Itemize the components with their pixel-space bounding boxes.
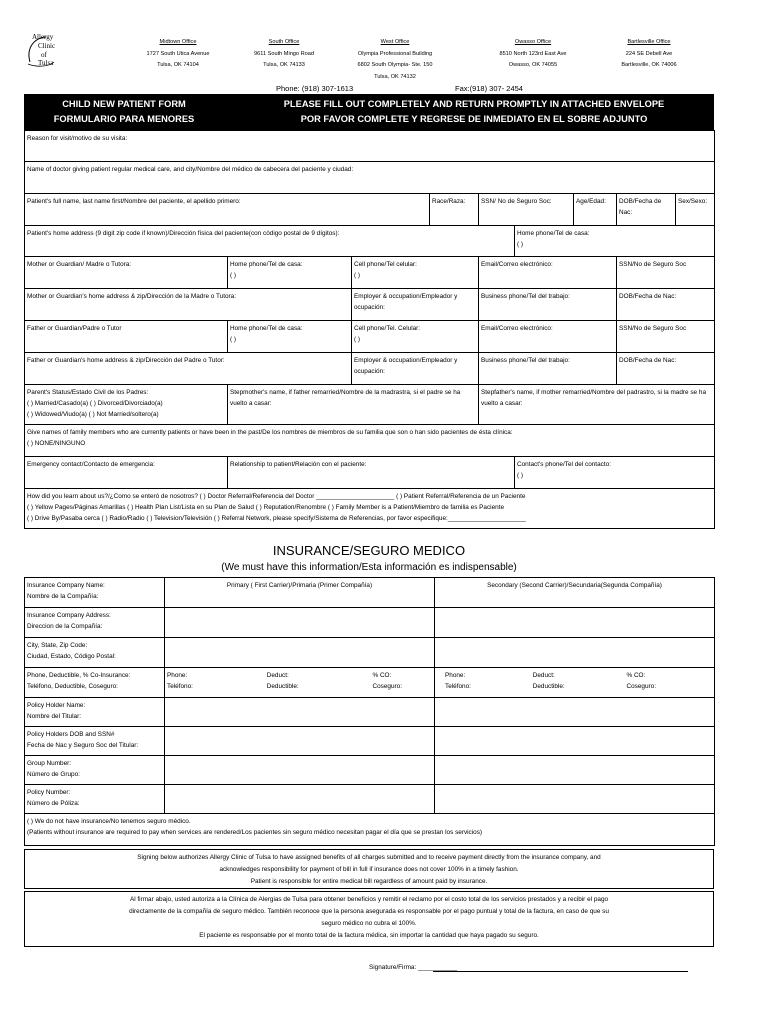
deduct-label-es: Deductible: (532, 683, 565, 690)
mother-email-field[interactable]: Email/Correo electrónico: (479, 257, 617, 289)
office-west (340, 37, 450, 83)
office-line: Olympia Professional Building (357, 50, 433, 57)
office-line: Tulsa, OK 74104 (157, 62, 199, 68)
form-title-es: FORMULARIO PARA MENORES (53, 114, 195, 124)
insurance-row-label (25, 578, 165, 608)
auth-en-line-3: Patient is responsible for entire medical bill regardless of amount paid by insurance. (250, 878, 488, 885)
co-label-es: Coseguro: (372, 683, 402, 690)
insurance-subtitle: (We must have this information/Esta información es indispensable) (221, 562, 517, 573)
office-line: 9611 South Mingo Road (254, 50, 314, 57)
sex-field[interactable]: Sex/Sexo: (676, 194, 715, 226)
office-title: Owasso Office (514, 39, 552, 45)
instruction-es: POR FAVOR COMPLETE Y REGRESE DE INMEDIATO EN EL SOBRE ADJUNTO (300, 114, 648, 124)
row-label-en: Phone, Deductible, % Co-Insurance: (27, 672, 131, 679)
father-dob-field[interactable]: DOB/Fecha de Nac: (617, 353, 715, 385)
logo-word-4: Tulsa (38, 59, 54, 67)
row-label-en: Policy Holder Name: (27, 702, 86, 709)
doctor-field[interactable]: Name of doctor giving patient regular medical care, and city/Nombre del médico de cabecera del paciente y ciudad: (25, 162, 715, 194)
office-midtown (136, 37, 220, 72)
insurance-row-label (25, 668, 165, 698)
office-line: Tulsa, OK 74132 (374, 73, 416, 80)
home-address-field[interactable]: Patient's home address (9 digit zip code if known)/Dirección física del paciente(con código postal de 9 dígitos): (25, 226, 515, 257)
parent-status-options-2: ( ) Widowed/Viudo(a) ( ) Not Married/soltero(a) (27, 411, 159, 418)
insurance-row-label (25, 698, 165, 727)
office-line: 224 SE Debell Ave (625, 50, 673, 57)
primary-group-field[interactable] (165, 756, 435, 785)
mother-field[interactable]: Mother or Guardian/ Madre o Tutora: (25, 257, 228, 289)
father-business-phone-field[interactable]: Business phone/Tel del trabajo: (479, 353, 617, 385)
row-label-es: Ciudad, Estado, Código Postal: (27, 653, 116, 660)
mother-home-phone-field[interactable] (228, 257, 352, 289)
secondary-policy-field[interactable] (435, 785, 715, 814)
signature-line[interactable] (433, 970, 688, 972)
home-phone-field[interactable] (515, 226, 715, 257)
relationship-field[interactable]: Relationship to patient/Relación con el paciente: (228, 457, 515, 489)
primary-company-field[interactable]: Primary ( First Carrier)/Primaria (Primer Compañía) (165, 578, 435, 608)
referral-line-1: How did you learn about us?/¿Como se enteró de nosotros? ( ) Doctor Referral/Referencia del Doctor ______________________ ( ) Patient Referral/Referencia de un Paciente (27, 493, 526, 500)
authorization-es (24, 891, 714, 947)
phone-label-en: Phone: (167, 672, 188, 679)
office-title: Midtown Office (159, 39, 197, 45)
row-label-es: Nombre del Titular: (27, 713, 81, 720)
referral-field[interactable] (25, 489, 715, 529)
auth-es-line-1: Al firmar abajo, usted autoriza a la Clínica de Alergias de Tulsa para obtener beneficios y remitir el reclamo por el costo total de los servicios prestados y a recibir el pago (129, 896, 609, 903)
co-label-es: Coseguro: (626, 683, 656, 690)
phone-paren: ( ) (354, 272, 361, 279)
row-label-es: Direccion de la Compañía: (27, 623, 103, 630)
logo-word-2: Clinic (38, 42, 56, 50)
primary-city-field[interactable] (165, 638, 435, 668)
secondary-holder-field[interactable] (435, 698, 715, 727)
form-header (24, 94, 714, 130)
instruction-en: PLEASE FILL OUT COMPLETELY AND RETURN PROMPTLY IN ATTACHED ENVELOPE (283, 99, 665, 109)
home-phone-label: Home phone/Tel de casa: (230, 261, 303, 268)
signature-label: Signature/Firma: ___________ (369, 964, 458, 971)
father-employer-field[interactable]: Employer & occupation/Empleador y ocupación: (352, 353, 479, 385)
phone-paren: ( ) (517, 241, 524, 248)
insurance-row-label (25, 756, 165, 785)
contact-phone-field[interactable] (515, 457, 715, 489)
clinic-phone: Phone: (918) 307-1613 (276, 84, 354, 93)
phone-label-es: Teléfono: (445, 683, 471, 690)
primary-holder-field[interactable] (165, 698, 435, 727)
auth-en-line-1: Signing below authorizes Allergy Clinic of Tulsa to have assigned benefits of all charges submitted and to receive payment directly from the insurance company, and (137, 854, 601, 861)
phone-paren: ( ) (230, 272, 237, 279)
office-title: Bartlesville Office (627, 39, 671, 45)
primary-policy-field[interactable] (165, 785, 435, 814)
mother-dob-field[interactable]: DOB/Fecha de Nac: (617, 289, 715, 321)
patient-name-field[interactable]: Patient's full name, last name first/Nombre del paciente, el apellido primero: (25, 194, 430, 226)
no-insurance-field[interactable] (25, 814, 715, 846)
co-label-en: % CO: (372, 672, 392, 679)
mother-ssn-field[interactable]: SSN/No de Seguro Soc (617, 257, 715, 289)
home-phone-label: Home phone/Tel de casa: (517, 230, 590, 237)
phone-label-en: Phone: (445, 672, 466, 679)
deduct-label-en: Deduct: (532, 672, 555, 679)
father-ssn-field[interactable]: SSN/No de Seguro Soc (617, 321, 715, 353)
auth-es-line-3: seguro médico no cubra el 100%. (321, 920, 417, 927)
insurance-row-label (25, 727, 165, 756)
none-checkbox[interactable]: ( ) NONE/NINGUNO (27, 440, 86, 447)
auth-es-line-4: El paciente es responsable por el monto total de la factura médica, sin importar la cantidad que haya pagado su seguro. (199, 932, 539, 939)
secondary-holder-dob-field[interactable] (435, 727, 715, 756)
authorization-en (24, 849, 714, 889)
row-label-en: Insurance Company Name: (27, 582, 105, 589)
form-title-en: CHILD NEW PATIENT FORM (62, 99, 186, 109)
secondary-phone-deduct-field[interactable] (435, 668, 715, 698)
contact-phone-label: Contact's phone/Tel del contacto: (517, 461, 611, 468)
father-cell-field[interactable] (352, 321, 479, 353)
insurance-title: INSURANCE/SEGURO MEDICO (272, 543, 466, 558)
primary-phone-deduct-field[interactable] (165, 668, 435, 698)
row-label-es: Número de Póliza: (27, 800, 80, 807)
office-line: 1727 South Utica Avenue (146, 50, 210, 57)
auth-es-line-2: directamente de la compañía de seguro médico. También reconoce que la persona asegurada es responsable por el pago puntual y total de la factura, en caso de que su (129, 908, 609, 915)
phone-paren: ( ) (230, 336, 237, 343)
row-label-en: Policy Number: (27, 789, 71, 796)
row-label-es: Fecha de Nac y Seguro Soc del Titular: (27, 742, 139, 749)
home-phone-label: Home phone/Tel de casa: (230, 325, 303, 332)
office-line: 8510 North 123rd East Ave (499, 50, 567, 57)
reason-field[interactable]: Reason for visit/motivo de su visita: (25, 131, 715, 162)
logo-word-1: Allergy (32, 33, 54, 41)
deduct-label-es: Deductible: (266, 683, 299, 690)
clinic-logo (24, 34, 82, 70)
insurance-row-label (25, 638, 165, 668)
age-field[interactable]: Age/Edad: (574, 194, 617, 226)
secondary-company-field[interactable]: Secondary (Second Carrier)/Secundaria(Segunda Compañía) (435, 578, 715, 608)
office-line: Owasso, OK 74055 (508, 62, 558, 68)
primary-address-field[interactable] (165, 608, 435, 638)
stepfather-field[interactable]: Stepfather's name, if mother remarried/Nombre del padrastro, si la madre se ha vuelto a casar: (479, 385, 715, 425)
office-title: South Office (268, 39, 300, 45)
family-members-label: Give names of family members who are currently patients or have been in the past/De los nombres de miembros de su familia que son o han sido pacientes de ésta clínica: (27, 429, 513, 436)
father-address-field[interactable]: Father or Guardian's home address & zip/Dirección del Padre o Tutor: (25, 353, 352, 385)
office-line: 6802 South Olympia- Ste. 150 (357, 62, 433, 68)
cell-phone-label: Cell phone/Tel. Celular: (354, 325, 421, 332)
office-bartlesville (604, 37, 694, 72)
stepmother-field[interactable]: Stepmother's name, if father remarried/Nombre de la madrastra, si el padre se ha vuelto a casar: (228, 385, 479, 425)
auth-en-line-2: acknowledges responsibility for payment of bill in full if insurance does not cover 100% in a timely fashion. (219, 866, 519, 873)
parent-status-options-1: ( ) Married/Casado(a) ( ) Divorced/Divorciado(a) (27, 400, 163, 407)
father-field[interactable]: Father or Guardian/Padre o Tutor (25, 321, 228, 353)
insurance-row-label (25, 608, 165, 638)
phone-paren: ( ) (517, 472, 524, 479)
secondary-group-field[interactable] (435, 756, 715, 785)
family-members-field[interactable] (25, 425, 715, 457)
no-insurance-checkbox[interactable]: ( ) We do not have insurance/No tenemos seguro médico. (27, 818, 191, 825)
dob-field[interactable]: DOB/Fecha de Nac: (617, 194, 676, 226)
office-line: Tulsa, OK 74133 (263, 62, 305, 68)
co-label-en: % CO: (626, 672, 646, 679)
row-label-en: City, State, Zip Code: (27, 642, 88, 649)
row-label-es: Número de Grupo: (27, 771, 80, 778)
mother-address-field[interactable]: Mother or Guardian's home address & zip/Dirección de la Madre o Tutora: (25, 289, 352, 321)
emergency-contact-field[interactable]: Emergency contact/Contacto de emergencia: (25, 457, 228, 489)
patient-info-table (24, 130, 715, 529)
phone-paren: ( ) (354, 336, 361, 343)
logo-word-3: of (41, 51, 47, 59)
insurance-table (24, 577, 715, 846)
referral-line-3: ( ) Drive By/Pasaba cerca ( ) Radio/Radio ( ) Television/Televisión ( ) Referral Network, please specify/Sistema de Referencias, por favor especifique:______________________ (27, 515, 526, 522)
deduct-label-en: Deduct: (266, 672, 289, 679)
parent-status-title: Parent's Status/Estado Civil de los Padres: (27, 389, 149, 396)
secondary-city-field[interactable] (435, 638, 715, 668)
race-field[interactable]: Race/Raza: (430, 194, 479, 226)
row-label-es: Nombre de la Compañía: (27, 593, 99, 600)
row-label-en: Group Number: (27, 760, 72, 767)
primary-holder-dob-field[interactable] (165, 727, 435, 756)
row-label-es: Teléfono, Deductible, Coseguro: (27, 683, 118, 690)
office-south (242, 37, 326, 72)
cell-phone-label: Cell phone/Tel celular: (354, 261, 417, 268)
clinic-fax: Fax:(918) 307- 2454 (455, 84, 523, 93)
father-email-field[interactable]: Email/Correo electrónico: (479, 321, 617, 353)
ssn-field[interactable]: SSN/ No de Seguro Soc: (479, 194, 574, 226)
referral-line-2: ( ) Yellow Pages/Páginas Amarillas ( ) Health Plan List/Lista en su Plan de Salud ( ) Reputation/Renombre ( ) Family Member is a Patient/Miembro de familia es Paciente (27, 504, 505, 511)
insurance-row-label (25, 785, 165, 814)
office-line: Bartlesville, OK 74006 (621, 62, 677, 68)
mother-cell-field[interactable] (352, 257, 479, 289)
father-home-phone-field[interactable] (228, 321, 352, 353)
mother-employer-field[interactable]: Employer & occupation/Empleador y ocupación: (352, 289, 479, 321)
secondary-address-field[interactable] (435, 608, 715, 638)
office-title: West Office (380, 39, 410, 45)
phone-label-es: Teléfono: (167, 683, 193, 690)
row-label-en: Insurance Company Address: (27, 612, 111, 619)
parent-status-field[interactable] (25, 385, 228, 425)
no-insurance-note: (Patients without insurance are required to pay when services are rendered/Los pacientes sin seguro médico necesitan pagar el día que se prestan los servicios) (27, 829, 483, 836)
office-owasso (478, 37, 588, 72)
mother-business-phone-field[interactable]: Business phone/Tel del trabajo: (479, 289, 617, 321)
row-label-en: Policy Holders DOB and SSN# (27, 731, 115, 738)
